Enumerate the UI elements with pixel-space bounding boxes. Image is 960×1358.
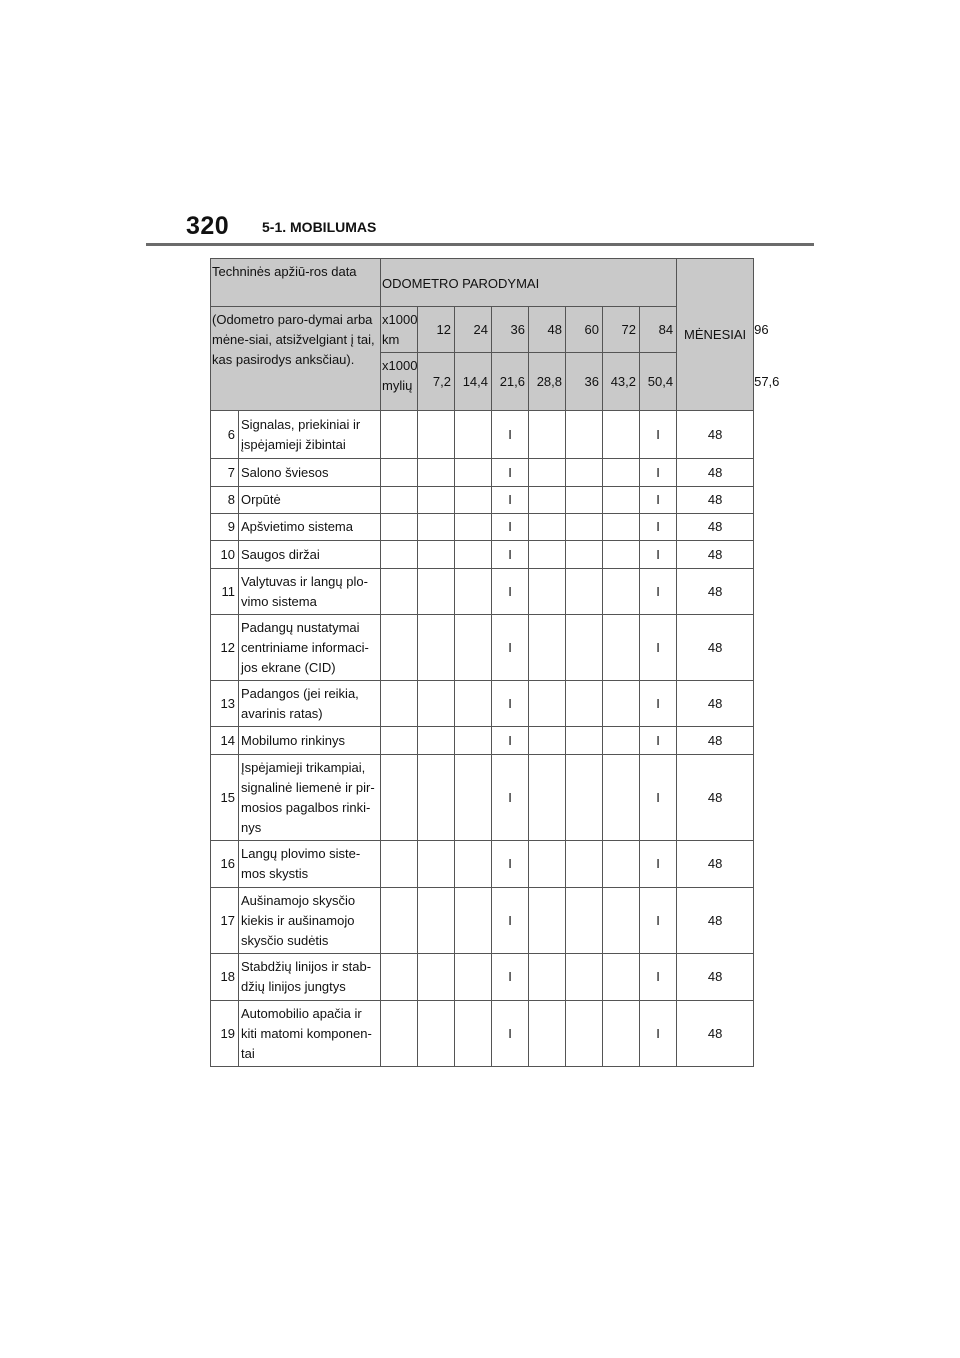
table-row — [211, 727, 754, 755]
mile-value: 43,2 — [603, 353, 640, 411]
inspection-mark — [418, 841, 455, 888]
inspection-mark — [566, 1001, 603, 1067]
inspection-mark: I — [640, 541, 677, 569]
mile-value: 36 — [566, 353, 603, 411]
inspection-mark — [529, 755, 566, 841]
inspection-mark — [455, 514, 492, 541]
km-value: 48 — [529, 307, 566, 353]
header-divider — [146, 243, 814, 246]
inspection-mark — [455, 615, 492, 681]
inspection-mark: I — [640, 841, 677, 888]
inspection-mark — [455, 411, 492, 459]
inspection-mark — [381, 755, 418, 841]
inspection-mark — [381, 459, 418, 487]
mile-value: 50,4 — [640, 353, 677, 411]
inspection-mark — [455, 727, 492, 755]
inspection-mark — [566, 569, 603, 615]
inspection-mark — [566, 727, 603, 755]
row-number: 17 — [211, 888, 239, 954]
mile-value: 7,2 — [418, 353, 455, 411]
inspection-mark: I — [492, 888, 529, 954]
inspection-mark: I — [640, 681, 677, 727]
inspection-mark — [603, 888, 640, 954]
km-value: 36 — [492, 307, 529, 353]
row-months: 48 — [677, 459, 754, 487]
table-row — [211, 888, 754, 954]
maintenance-table: Techninės apžiū-ros data ODOMETRO PARODYMAI MĖNESIAI (Odometro paro-dymai arba mėne-siai, atsižvelgiant į tai, kas pasirodys anksčiau). x1000 km 12 24 36 48 60 72 84 96 x1000 mylių 7,2 14,4 21,6 28,8 36 43,2 50,4 57,6 6 Signalas, priekiniai ir įspėjamieji žibintai I I 48 7 Salono šviesos I I 48 8 Orpūtė I I 48 9 Apšvietimo sistema I I 48 10 Saugos diržai I I 48 11 Valytuvas ir langų plo-vimo sistema I I 48 12 Padangų nustatymai centriniame informaci-jos ekrane (CID) I I 48 13 Padangos (jei reikia, avarinis ratas) I I 48 14 Mobilumo rinkinys I I 48 15 Įspėjamieji trikampiai, signalinė liemenė ir pir-mosios pagalbos rinki-nys I I 48 16 Langų plovimo siste-mos skystis I I 48 17 Aušinamojo skysčio kiekis ir aušinamojo skysčio sudėtis I I 48 18 Stabdžių linijos ir stab-džių linijos jungtys I I 48 19 Automobilio apačia ir kiti matomi komponen-tai I I 48 — [210, 258, 754, 1067]
row-months: 48 — [677, 755, 754, 841]
table-row — [211, 459, 754, 487]
table-row — [211, 541, 754, 569]
table-row — [211, 615, 754, 681]
row-months: 48 — [677, 727, 754, 755]
km-value: 12 — [418, 307, 455, 353]
odometer-header: ODOMETRO PARODYMAI — [381, 259, 677, 307]
row-number: 9 — [211, 514, 239, 541]
mile-value: 21,6 — [492, 353, 529, 411]
inspection-mark — [566, 755, 603, 841]
inspection-mark — [566, 487, 603, 514]
table-row — [211, 681, 754, 727]
row-number: 16 — [211, 841, 239, 888]
inspection-mark — [529, 411, 566, 459]
inspection-mark: I — [640, 727, 677, 755]
row-months: 48 — [677, 514, 754, 541]
inspection-mark — [418, 459, 455, 487]
row-description: Aušinamojo skysčio kiekis ir aušinamojo skysčio sudėtis — [239, 888, 381, 954]
inspection-mark: I — [640, 459, 677, 487]
km-value: 24 — [455, 307, 492, 353]
row-months: 48 — [677, 1001, 754, 1067]
inspection-mark — [529, 727, 566, 755]
inspection-mark: I — [640, 569, 677, 615]
row-months: 48 — [677, 841, 754, 888]
inspection-mark — [455, 681, 492, 727]
inspection-mark — [603, 755, 640, 841]
row-description: Padangų nustatymai centriniame informaci-jos ekrane (CID) — [239, 615, 381, 681]
table-row — [211, 569, 754, 615]
inspection-mark: I — [492, 411, 529, 459]
inspection-mark — [381, 569, 418, 615]
table-row — [211, 514, 754, 541]
inspection-mark — [455, 755, 492, 841]
inspection-mark — [418, 487, 455, 514]
row-number: 12 — [211, 615, 239, 681]
inspection-mark: I — [492, 615, 529, 681]
inspection-mark — [529, 954, 566, 1001]
row-description: Automobilio apačia ir kiti matomi komponen-tai — [239, 1001, 381, 1067]
inspection-mark: I — [640, 514, 677, 541]
inspection-mark — [418, 755, 455, 841]
row-description: Signalas, priekiniai ir įspėjamieji žibintai — [239, 411, 381, 459]
row-description: Mobilumo rinkinys — [239, 727, 381, 755]
inspection-mark: I — [492, 569, 529, 615]
inspection-mark — [381, 841, 418, 888]
row-number: 18 — [211, 954, 239, 1001]
inspection-mark — [566, 459, 603, 487]
inspection-mark — [455, 1001, 492, 1067]
inspection-mark — [603, 411, 640, 459]
inspection-mark: I — [492, 681, 529, 727]
inspection-mark — [566, 841, 603, 888]
row-description: Orpūtė — [239, 487, 381, 514]
inspection-mark — [418, 954, 455, 1001]
inspection-mark — [603, 841, 640, 888]
inspection-mark — [455, 541, 492, 569]
inspection-mark — [381, 514, 418, 541]
inspection-mark — [381, 888, 418, 954]
table-row — [211, 954, 754, 1001]
row-months: 48 — [677, 954, 754, 1001]
row-description: Salono šviesos — [239, 459, 381, 487]
inspection-mark — [603, 541, 640, 569]
table-row — [211, 411, 754, 459]
row-number: 6 — [211, 411, 239, 459]
inspection-mark — [529, 541, 566, 569]
mile-value: 14,4 — [455, 353, 492, 411]
inspection-mark — [603, 681, 640, 727]
row-description: Padangos (jei reikia, avarinis ratas) — [239, 681, 381, 727]
inspection-mark — [381, 487, 418, 514]
inspection-mark — [381, 681, 418, 727]
inspection-mark — [418, 541, 455, 569]
inspection-mark — [603, 569, 640, 615]
inspection-mark: I — [640, 615, 677, 681]
table-row — [211, 1001, 754, 1067]
inspection-mark: I — [640, 487, 677, 514]
km-value: 72 — [603, 307, 640, 353]
row-number: 19 — [211, 1001, 239, 1067]
inspection-mark: I — [492, 459, 529, 487]
inspection-mark — [529, 487, 566, 514]
inspection-mark — [381, 1001, 418, 1067]
inspection-mark — [381, 615, 418, 681]
miles-unit-label: x1000 mylių — [381, 353, 418, 411]
row-number: 15 — [211, 755, 239, 841]
inspection-mark — [529, 888, 566, 954]
row-number: 13 — [211, 681, 239, 727]
inspection-mark: I — [492, 954, 529, 1001]
inspection-mark — [529, 1001, 566, 1067]
inspection-mark: I — [492, 1001, 529, 1067]
table-row — [211, 755, 754, 841]
inspection-mark — [603, 459, 640, 487]
km-value: 84 — [640, 307, 677, 353]
months-header: MĖNESIAI — [677, 259, 754, 411]
inspection-mark: I — [640, 954, 677, 1001]
inspection-date-header: Techninės apžiū-ros data — [211, 259, 381, 307]
inspection-mark — [529, 681, 566, 727]
inspection-mark — [529, 459, 566, 487]
inspection-mark: I — [640, 411, 677, 459]
inspection-mark: I — [492, 541, 529, 569]
inspection-mark — [455, 954, 492, 1001]
inspection-mark: I — [492, 514, 529, 541]
inspection-mark — [566, 888, 603, 954]
inspection-mark — [566, 954, 603, 1001]
km-unit-label: x1000 km — [381, 307, 418, 353]
row-months: 48 — [677, 487, 754, 514]
inspection-mark — [529, 569, 566, 615]
table-row — [211, 841, 754, 888]
table-row — [211, 487, 754, 514]
row-description: Apšvietimo sistema — [239, 514, 381, 541]
inspection-mark — [418, 1001, 455, 1067]
inspection-mark: I — [640, 755, 677, 841]
row-number: 11 — [211, 569, 239, 615]
inspection-mark — [529, 615, 566, 681]
section-title: 5-1. MOBILUMAS — [262, 219, 377, 235]
inspection-mark — [603, 615, 640, 681]
inspection-mark — [603, 1001, 640, 1067]
inspection-note: (Odometro paro-dymai arba mėne-siai, atsižvelgiant į tai, kas pasirodys anksčiau). — [211, 307, 381, 411]
inspection-mark — [418, 681, 455, 727]
inspection-mark — [455, 841, 492, 888]
row-months: 48 — [677, 615, 754, 681]
inspection-mark: I — [492, 755, 529, 841]
inspection-mark — [455, 888, 492, 954]
inspection-mark — [381, 541, 418, 569]
row-number: 7 — [211, 459, 239, 487]
inspection-mark — [603, 954, 640, 1001]
inspection-mark — [603, 727, 640, 755]
row-description: Saugos diržai — [239, 541, 381, 569]
inspection-mark — [418, 727, 455, 755]
row-description: Stabdžių linijos ir stab-džių linijos jungtys — [239, 954, 381, 1001]
inspection-mark — [418, 888, 455, 954]
inspection-mark — [529, 514, 566, 541]
inspection-mark — [381, 954, 418, 1001]
row-months: 48 — [677, 681, 754, 727]
row-months: 48 — [677, 569, 754, 615]
inspection-mark: I — [640, 888, 677, 954]
inspection-mark — [455, 569, 492, 615]
inspection-mark — [566, 411, 603, 459]
row-months: 48 — [677, 411, 754, 459]
inspection-mark — [566, 514, 603, 541]
inspection-mark: I — [640, 1001, 677, 1067]
row-months: 48 — [677, 541, 754, 569]
inspection-mark — [566, 615, 603, 681]
inspection-mark — [455, 459, 492, 487]
inspection-mark — [418, 569, 455, 615]
km-value: 60 — [566, 307, 603, 353]
row-description: Langų plovimo siste-mos skystis — [239, 841, 381, 888]
page-number: 320 — [186, 212, 230, 240]
mile-value: 28,8 — [529, 353, 566, 411]
row-number: 8 — [211, 487, 239, 514]
row-months: 48 — [677, 888, 754, 954]
inspection-mark — [418, 615, 455, 681]
inspection-mark — [418, 411, 455, 459]
row-description: Įspėjamieji trikampiai, signalinė liemenė ir pir-mosios pagalbos rinki-nys — [239, 755, 381, 841]
inspection-mark — [455, 487, 492, 514]
inspection-mark: I — [492, 841, 529, 888]
inspection-mark — [566, 541, 603, 569]
inspection-mark — [381, 727, 418, 755]
inspection-mark — [529, 841, 566, 888]
inspection-mark — [603, 514, 640, 541]
row-number: 10 — [211, 541, 239, 569]
inspection-mark — [381, 411, 418, 459]
row-number: 14 — [211, 727, 239, 755]
row-description: Valytuvas ir langų plo-vimo sistema — [239, 569, 381, 615]
inspection-mark — [603, 487, 640, 514]
inspection-mark — [418, 514, 455, 541]
inspection-mark: I — [492, 487, 529, 514]
inspection-mark — [566, 681, 603, 727]
inspection-mark: I — [492, 727, 529, 755]
